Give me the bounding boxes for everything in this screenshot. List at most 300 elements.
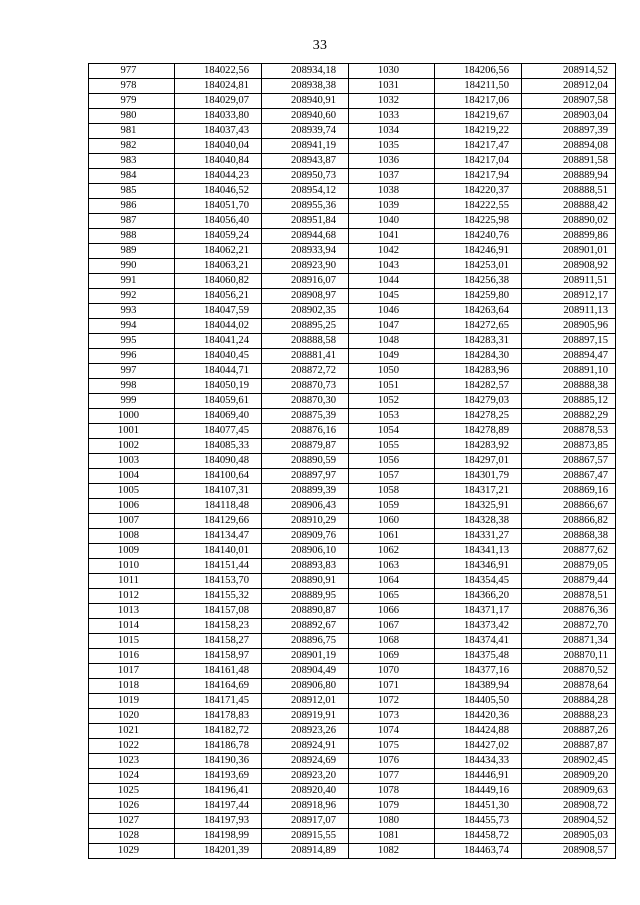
x-coordinate-cell: 184157,08 xyxy=(175,604,262,619)
table-row xyxy=(89,274,616,289)
point-number-cell: 1018 xyxy=(89,679,175,694)
y-coordinate-cell: 208934,18 xyxy=(262,64,349,79)
point-number-cell: 1021 xyxy=(89,724,175,739)
y-coordinate-cell: 208866,82 xyxy=(522,514,616,529)
x-coordinate-cell: 184427,02 xyxy=(435,739,522,754)
x-coordinate-cell: 184240,76 xyxy=(435,229,522,244)
y-coordinate-cell: 208912,17 xyxy=(522,289,616,304)
x-coordinate-cell: 184278,25 xyxy=(435,409,522,424)
x-coordinate-cell: 184283,31 xyxy=(435,334,522,349)
x-coordinate-cell: 184186,78 xyxy=(175,739,262,754)
table-row xyxy=(89,769,616,784)
x-coordinate-cell: 184151,44 xyxy=(175,559,262,574)
point-number-cell: 990 xyxy=(89,259,175,274)
x-coordinate-cell: 184455,73 xyxy=(435,814,522,829)
y-coordinate-cell: 208897,15 xyxy=(522,334,616,349)
x-coordinate-cell: 184063,21 xyxy=(175,259,262,274)
y-coordinate-cell: 208879,87 xyxy=(262,439,349,454)
point-number-cell: 1072 xyxy=(349,694,435,709)
point-number-cell: 1037 xyxy=(349,169,435,184)
table-row xyxy=(89,739,616,754)
y-coordinate-cell: 208954,12 xyxy=(262,184,349,199)
x-coordinate-cell: 184283,96 xyxy=(435,364,522,379)
x-coordinate-cell: 184040,45 xyxy=(175,349,262,364)
table-row xyxy=(89,514,616,529)
x-coordinate-cell: 184424,88 xyxy=(435,724,522,739)
y-coordinate-cell: 208912,01 xyxy=(262,694,349,709)
point-number-cell: 979 xyxy=(89,94,175,109)
point-number-cell: 1033 xyxy=(349,109,435,124)
x-coordinate-cell: 184297,01 xyxy=(435,454,522,469)
table-row xyxy=(89,79,616,94)
table-row xyxy=(89,724,616,739)
table-row xyxy=(89,334,616,349)
y-coordinate-cell: 208951,84 xyxy=(262,214,349,229)
y-coordinate-cell: 208917,07 xyxy=(262,814,349,829)
point-number-cell: 1051 xyxy=(349,379,435,394)
x-coordinate-cell: 184377,16 xyxy=(435,664,522,679)
y-coordinate-cell: 208904,49 xyxy=(262,664,349,679)
x-coordinate-cell: 184178,83 xyxy=(175,709,262,724)
y-coordinate-cell: 208878,53 xyxy=(522,424,616,439)
x-coordinate-cell: 184153,70 xyxy=(175,574,262,589)
y-coordinate-cell: 208899,39 xyxy=(262,484,349,499)
point-number-cell: 1043 xyxy=(349,259,435,274)
point-number-cell: 1047 xyxy=(349,319,435,334)
y-coordinate-cell: 208923,26 xyxy=(262,724,349,739)
table-row xyxy=(89,214,616,229)
x-coordinate-cell: 184190,36 xyxy=(175,754,262,769)
x-coordinate-cell: 184463,74 xyxy=(435,844,522,859)
point-number-cell: 1078 xyxy=(349,784,435,799)
y-coordinate-cell: 208887,26 xyxy=(522,724,616,739)
y-coordinate-cell: 208894,08 xyxy=(522,139,616,154)
point-number-cell: 1027 xyxy=(89,814,175,829)
y-coordinate-cell: 208891,58 xyxy=(522,154,616,169)
point-number-cell: 999 xyxy=(89,394,175,409)
point-number-cell: 1064 xyxy=(349,574,435,589)
y-coordinate-cell: 208879,05 xyxy=(522,559,616,574)
y-coordinate-cell: 208909,76 xyxy=(262,529,349,544)
point-number-cell: 1023 xyxy=(89,754,175,769)
y-coordinate-cell: 208924,91 xyxy=(262,739,349,754)
point-number-cell: 1059 xyxy=(349,499,435,514)
table-row xyxy=(89,829,616,844)
point-number-cell: 1061 xyxy=(349,529,435,544)
y-coordinate-cell: 208902,35 xyxy=(262,304,349,319)
x-coordinate-cell: 184263,64 xyxy=(435,304,522,319)
table-row xyxy=(89,604,616,619)
table-row xyxy=(89,694,616,709)
point-number-cell: 1028 xyxy=(89,829,175,844)
y-coordinate-cell: 208907,58 xyxy=(522,94,616,109)
point-number-cell: 1063 xyxy=(349,559,435,574)
point-number-cell: 1000 xyxy=(89,409,175,424)
y-coordinate-cell: 208923,20 xyxy=(262,769,349,784)
point-number-cell: 989 xyxy=(89,244,175,259)
point-number-cell: 1058 xyxy=(349,484,435,499)
x-coordinate-cell: 184056,21 xyxy=(175,289,262,304)
y-coordinate-cell: 208884,28 xyxy=(522,694,616,709)
point-number-cell: 1067 xyxy=(349,619,435,634)
point-number-cell: 1045 xyxy=(349,289,435,304)
y-coordinate-cell: 208955,36 xyxy=(262,199,349,214)
x-coordinate-cell: 184182,72 xyxy=(175,724,262,739)
coordinates-table-body xyxy=(89,64,616,859)
y-coordinate-cell: 208876,16 xyxy=(262,424,349,439)
y-coordinate-cell: 208938,38 xyxy=(262,79,349,94)
x-coordinate-cell: 184201,39 xyxy=(175,844,262,859)
table-row xyxy=(89,499,616,514)
x-coordinate-cell: 184253,01 xyxy=(435,259,522,274)
x-coordinate-cell: 184451,30 xyxy=(435,799,522,814)
y-coordinate-cell: 208943,87 xyxy=(262,154,349,169)
y-coordinate-cell: 208888,38 xyxy=(522,379,616,394)
point-number-cell: 1007 xyxy=(89,514,175,529)
x-coordinate-cell: 184259,80 xyxy=(435,289,522,304)
table-row xyxy=(89,64,616,79)
x-coordinate-cell: 184301,79 xyxy=(435,469,522,484)
y-coordinate-cell: 208908,57 xyxy=(522,844,616,859)
x-coordinate-cell: 184077,45 xyxy=(175,424,262,439)
point-number-cell: 1034 xyxy=(349,124,435,139)
y-coordinate-cell: 208878,51 xyxy=(522,589,616,604)
x-coordinate-cell: 184044,02 xyxy=(175,319,262,334)
x-coordinate-cell: 184164,69 xyxy=(175,679,262,694)
table-row xyxy=(89,94,616,109)
point-number-cell: 978 xyxy=(89,79,175,94)
x-coordinate-cell: 184158,97 xyxy=(175,649,262,664)
y-coordinate-cell: 208872,70 xyxy=(522,619,616,634)
x-coordinate-cell: 184022,56 xyxy=(175,64,262,79)
y-coordinate-cell: 208866,67 xyxy=(522,499,616,514)
table-row xyxy=(89,544,616,559)
point-number-cell: 1056 xyxy=(349,454,435,469)
table-row xyxy=(89,229,616,244)
y-coordinate-cell: 208911,13 xyxy=(522,304,616,319)
x-coordinate-cell: 184059,61 xyxy=(175,394,262,409)
y-coordinate-cell: 208906,80 xyxy=(262,679,349,694)
x-coordinate-cell: 184420,36 xyxy=(435,709,522,724)
table-row xyxy=(89,679,616,694)
x-coordinate-cell: 184354,45 xyxy=(435,574,522,589)
y-coordinate-cell: 208894,47 xyxy=(522,349,616,364)
y-coordinate-cell: 208908,97 xyxy=(262,289,349,304)
y-coordinate-cell: 208872,72 xyxy=(262,364,349,379)
y-coordinate-cell: 208891,10 xyxy=(522,364,616,379)
x-coordinate-cell: 184219,22 xyxy=(435,124,522,139)
table-row xyxy=(89,469,616,484)
point-number-cell: 1068 xyxy=(349,634,435,649)
point-number-cell: 1013 xyxy=(89,604,175,619)
x-coordinate-cell: 184024,81 xyxy=(175,79,262,94)
point-number-cell: 1016 xyxy=(89,649,175,664)
y-coordinate-cell: 208890,59 xyxy=(262,454,349,469)
point-number-cell: 1073 xyxy=(349,709,435,724)
y-coordinate-cell: 208895,25 xyxy=(262,319,349,334)
x-coordinate-cell: 184449,16 xyxy=(435,784,522,799)
x-coordinate-cell: 184219,67 xyxy=(435,109,522,124)
x-coordinate-cell: 184256,38 xyxy=(435,274,522,289)
x-coordinate-cell: 184341,13 xyxy=(435,544,522,559)
point-number-cell: 1065 xyxy=(349,589,435,604)
y-coordinate-cell: 208939,74 xyxy=(262,124,349,139)
x-coordinate-cell: 184118,48 xyxy=(175,499,262,514)
x-coordinate-cell: 184140,01 xyxy=(175,544,262,559)
y-coordinate-cell: 208916,07 xyxy=(262,274,349,289)
y-coordinate-cell: 208868,38 xyxy=(522,529,616,544)
x-coordinate-cell: 184044,23 xyxy=(175,169,262,184)
y-coordinate-cell: 208918,96 xyxy=(262,799,349,814)
point-number-cell: 1010 xyxy=(89,559,175,574)
point-number-cell: 1039 xyxy=(349,199,435,214)
x-coordinate-cell: 184458,72 xyxy=(435,829,522,844)
point-number-cell: 1008 xyxy=(89,529,175,544)
table-row xyxy=(89,484,616,499)
x-coordinate-cell: 184225,98 xyxy=(435,214,522,229)
x-coordinate-cell: 184284,30 xyxy=(435,349,522,364)
y-coordinate-cell: 208923,90 xyxy=(262,259,349,274)
y-coordinate-cell: 208940,60 xyxy=(262,109,349,124)
y-coordinate-cell: 208867,47 xyxy=(522,469,616,484)
y-coordinate-cell: 208912,04 xyxy=(522,79,616,94)
y-coordinate-cell: 208905,03 xyxy=(522,829,616,844)
point-number-cell: 1022 xyxy=(89,739,175,754)
x-coordinate-cell: 184069,40 xyxy=(175,409,262,424)
x-coordinate-cell: 184037,43 xyxy=(175,124,262,139)
point-number-cell: 1036 xyxy=(349,154,435,169)
point-number-cell: 991 xyxy=(89,274,175,289)
point-number-cell: 1029 xyxy=(89,844,175,859)
y-coordinate-cell: 208910,29 xyxy=(262,514,349,529)
table-row xyxy=(89,709,616,724)
point-number-cell: 1062 xyxy=(349,544,435,559)
y-coordinate-cell: 208875,39 xyxy=(262,409,349,424)
y-coordinate-cell: 208890,91 xyxy=(262,574,349,589)
point-number-cell: 1032 xyxy=(349,94,435,109)
y-coordinate-cell: 208905,96 xyxy=(522,319,616,334)
y-coordinate-cell: 208870,30 xyxy=(262,394,349,409)
x-coordinate-cell: 184029,07 xyxy=(175,94,262,109)
x-coordinate-cell: 184047,59 xyxy=(175,304,262,319)
point-number-cell: 988 xyxy=(89,229,175,244)
point-number-cell: 1006 xyxy=(89,499,175,514)
x-coordinate-cell: 184446,91 xyxy=(435,769,522,784)
x-coordinate-cell: 184090,48 xyxy=(175,454,262,469)
point-number-cell: 986 xyxy=(89,199,175,214)
y-coordinate-cell: 208888,23 xyxy=(522,709,616,724)
y-coordinate-cell: 208885,12 xyxy=(522,394,616,409)
y-coordinate-cell: 208909,63 xyxy=(522,784,616,799)
point-number-cell: 1054 xyxy=(349,424,435,439)
point-number-cell: 981 xyxy=(89,124,175,139)
point-number-cell: 1074 xyxy=(349,724,435,739)
y-coordinate-cell: 208899,86 xyxy=(522,229,616,244)
point-number-cell: 1017 xyxy=(89,664,175,679)
table-row xyxy=(89,184,616,199)
x-coordinate-cell: 184366,20 xyxy=(435,589,522,604)
table-row xyxy=(89,784,616,799)
point-number-cell: 1077 xyxy=(349,769,435,784)
y-coordinate-cell: 208873,85 xyxy=(522,439,616,454)
point-number-cell: 996 xyxy=(89,349,175,364)
y-coordinate-cell: 208908,72 xyxy=(522,799,616,814)
point-number-cell: 984 xyxy=(89,169,175,184)
y-coordinate-cell: 208878,64 xyxy=(522,679,616,694)
x-coordinate-cell: 184220,37 xyxy=(435,184,522,199)
point-number-cell: 1025 xyxy=(89,784,175,799)
point-number-cell: 1053 xyxy=(349,409,435,424)
x-coordinate-cell: 184046,52 xyxy=(175,184,262,199)
point-number-cell: 1046 xyxy=(349,304,435,319)
y-coordinate-cell: 208901,01 xyxy=(522,244,616,259)
point-number-cell: 1002 xyxy=(89,439,175,454)
point-number-cell: 994 xyxy=(89,319,175,334)
x-coordinate-cell: 184196,41 xyxy=(175,784,262,799)
table-row xyxy=(89,559,616,574)
table-row xyxy=(89,409,616,424)
point-number-cell: 1052 xyxy=(349,394,435,409)
point-number-cell: 1070 xyxy=(349,664,435,679)
y-coordinate-cell: 208944,68 xyxy=(262,229,349,244)
y-coordinate-cell: 208882,29 xyxy=(522,409,616,424)
x-coordinate-cell: 184129,66 xyxy=(175,514,262,529)
y-coordinate-cell: 208887,87 xyxy=(522,739,616,754)
x-coordinate-cell: 184198,99 xyxy=(175,829,262,844)
x-coordinate-cell: 184060,82 xyxy=(175,274,262,289)
x-coordinate-cell: 184041,24 xyxy=(175,334,262,349)
y-coordinate-cell: 208889,94 xyxy=(522,169,616,184)
y-coordinate-cell: 208869,16 xyxy=(522,484,616,499)
y-coordinate-cell: 208915,55 xyxy=(262,829,349,844)
x-coordinate-cell: 184044,71 xyxy=(175,364,262,379)
y-coordinate-cell: 208879,44 xyxy=(522,574,616,589)
x-coordinate-cell: 184155,32 xyxy=(175,589,262,604)
y-coordinate-cell: 208914,89 xyxy=(262,844,349,859)
point-number-cell: 1019 xyxy=(89,694,175,709)
point-number-cell: 1076 xyxy=(349,754,435,769)
x-coordinate-cell: 184217,94 xyxy=(435,169,522,184)
table-row xyxy=(89,424,616,439)
y-coordinate-cell: 208911,51 xyxy=(522,274,616,289)
x-coordinate-cell: 184375,48 xyxy=(435,649,522,664)
y-coordinate-cell: 208924,69 xyxy=(262,754,349,769)
x-coordinate-cell: 184062,21 xyxy=(175,244,262,259)
y-coordinate-cell: 208920,40 xyxy=(262,784,349,799)
x-coordinate-cell: 184217,06 xyxy=(435,94,522,109)
x-coordinate-cell: 184328,38 xyxy=(435,514,522,529)
x-coordinate-cell: 184050,19 xyxy=(175,379,262,394)
x-coordinate-cell: 184278,89 xyxy=(435,424,522,439)
x-coordinate-cell: 184374,41 xyxy=(435,634,522,649)
table-row xyxy=(89,379,616,394)
x-coordinate-cell: 184371,17 xyxy=(435,604,522,619)
point-number-cell: 1055 xyxy=(349,439,435,454)
point-number-cell: 1050 xyxy=(349,364,435,379)
y-coordinate-cell: 208904,52 xyxy=(522,814,616,829)
point-number-cell: 1040 xyxy=(349,214,435,229)
point-number-cell: 982 xyxy=(89,139,175,154)
table-row xyxy=(89,529,616,544)
y-coordinate-cell: 208890,87 xyxy=(262,604,349,619)
x-coordinate-cell: 184040,04 xyxy=(175,139,262,154)
point-number-cell: 1009 xyxy=(89,544,175,559)
x-coordinate-cell: 184197,44 xyxy=(175,799,262,814)
point-number-cell: 1020 xyxy=(89,709,175,724)
table-row xyxy=(89,349,616,364)
point-number-cell: 1031 xyxy=(349,79,435,94)
y-coordinate-cell: 208877,62 xyxy=(522,544,616,559)
x-coordinate-cell: 184434,33 xyxy=(435,754,522,769)
x-coordinate-cell: 184217,47 xyxy=(435,139,522,154)
x-coordinate-cell: 184040,84 xyxy=(175,154,262,169)
y-coordinate-cell: 208903,04 xyxy=(522,109,616,124)
table-row xyxy=(89,109,616,124)
table-row xyxy=(89,649,616,664)
y-coordinate-cell: 208892,67 xyxy=(262,619,349,634)
y-coordinate-cell: 208870,52 xyxy=(522,664,616,679)
x-coordinate-cell: 184222,55 xyxy=(435,199,522,214)
y-coordinate-cell: 208897,97 xyxy=(262,469,349,484)
point-number-cell: 995 xyxy=(89,334,175,349)
point-number-cell: 1048 xyxy=(349,334,435,349)
y-coordinate-cell: 208870,73 xyxy=(262,379,349,394)
x-coordinate-cell: 184100,64 xyxy=(175,469,262,484)
y-coordinate-cell: 208890,02 xyxy=(522,214,616,229)
point-number-cell: 1069 xyxy=(349,649,435,664)
x-coordinate-cell: 184272,65 xyxy=(435,319,522,334)
x-coordinate-cell: 184085,33 xyxy=(175,439,262,454)
y-coordinate-cell: 208914,52 xyxy=(522,64,616,79)
y-coordinate-cell: 208889,95 xyxy=(262,589,349,604)
point-number-cell: 1060 xyxy=(349,514,435,529)
y-coordinate-cell: 208950,73 xyxy=(262,169,349,184)
table-row xyxy=(89,154,616,169)
table-row xyxy=(89,319,616,334)
table-row xyxy=(89,799,616,814)
x-coordinate-cell: 184405,50 xyxy=(435,694,522,709)
x-coordinate-cell: 184346,91 xyxy=(435,559,522,574)
x-coordinate-cell: 184211,50 xyxy=(435,79,522,94)
table-row xyxy=(89,589,616,604)
y-coordinate-cell: 208909,20 xyxy=(522,769,616,784)
y-coordinate-cell: 208906,43 xyxy=(262,499,349,514)
y-coordinate-cell: 208870,11 xyxy=(522,649,616,664)
point-number-cell: 1082 xyxy=(349,844,435,859)
y-coordinate-cell: 208940,91 xyxy=(262,94,349,109)
table-row xyxy=(89,199,616,214)
x-coordinate-cell: 184246,91 xyxy=(435,244,522,259)
x-coordinate-cell: 184279,03 xyxy=(435,394,522,409)
y-coordinate-cell: 208888,51 xyxy=(522,184,616,199)
y-coordinate-cell: 208902,45 xyxy=(522,754,616,769)
x-coordinate-cell: 184134,47 xyxy=(175,529,262,544)
table-row xyxy=(89,394,616,409)
point-number-cell: 1001 xyxy=(89,424,175,439)
table-row xyxy=(89,814,616,829)
x-coordinate-cell: 184056,40 xyxy=(175,214,262,229)
x-coordinate-cell: 184206,56 xyxy=(435,64,522,79)
point-number-cell: 1049 xyxy=(349,349,435,364)
y-coordinate-cell: 208901,19 xyxy=(262,649,349,664)
x-coordinate-cell: 184217,04 xyxy=(435,154,522,169)
point-number-cell: 985 xyxy=(89,184,175,199)
y-coordinate-cell: 208896,75 xyxy=(262,634,349,649)
table-row xyxy=(89,169,616,184)
point-number-cell: 1030 xyxy=(349,64,435,79)
table-row xyxy=(89,124,616,139)
point-number-cell: 1079 xyxy=(349,799,435,814)
